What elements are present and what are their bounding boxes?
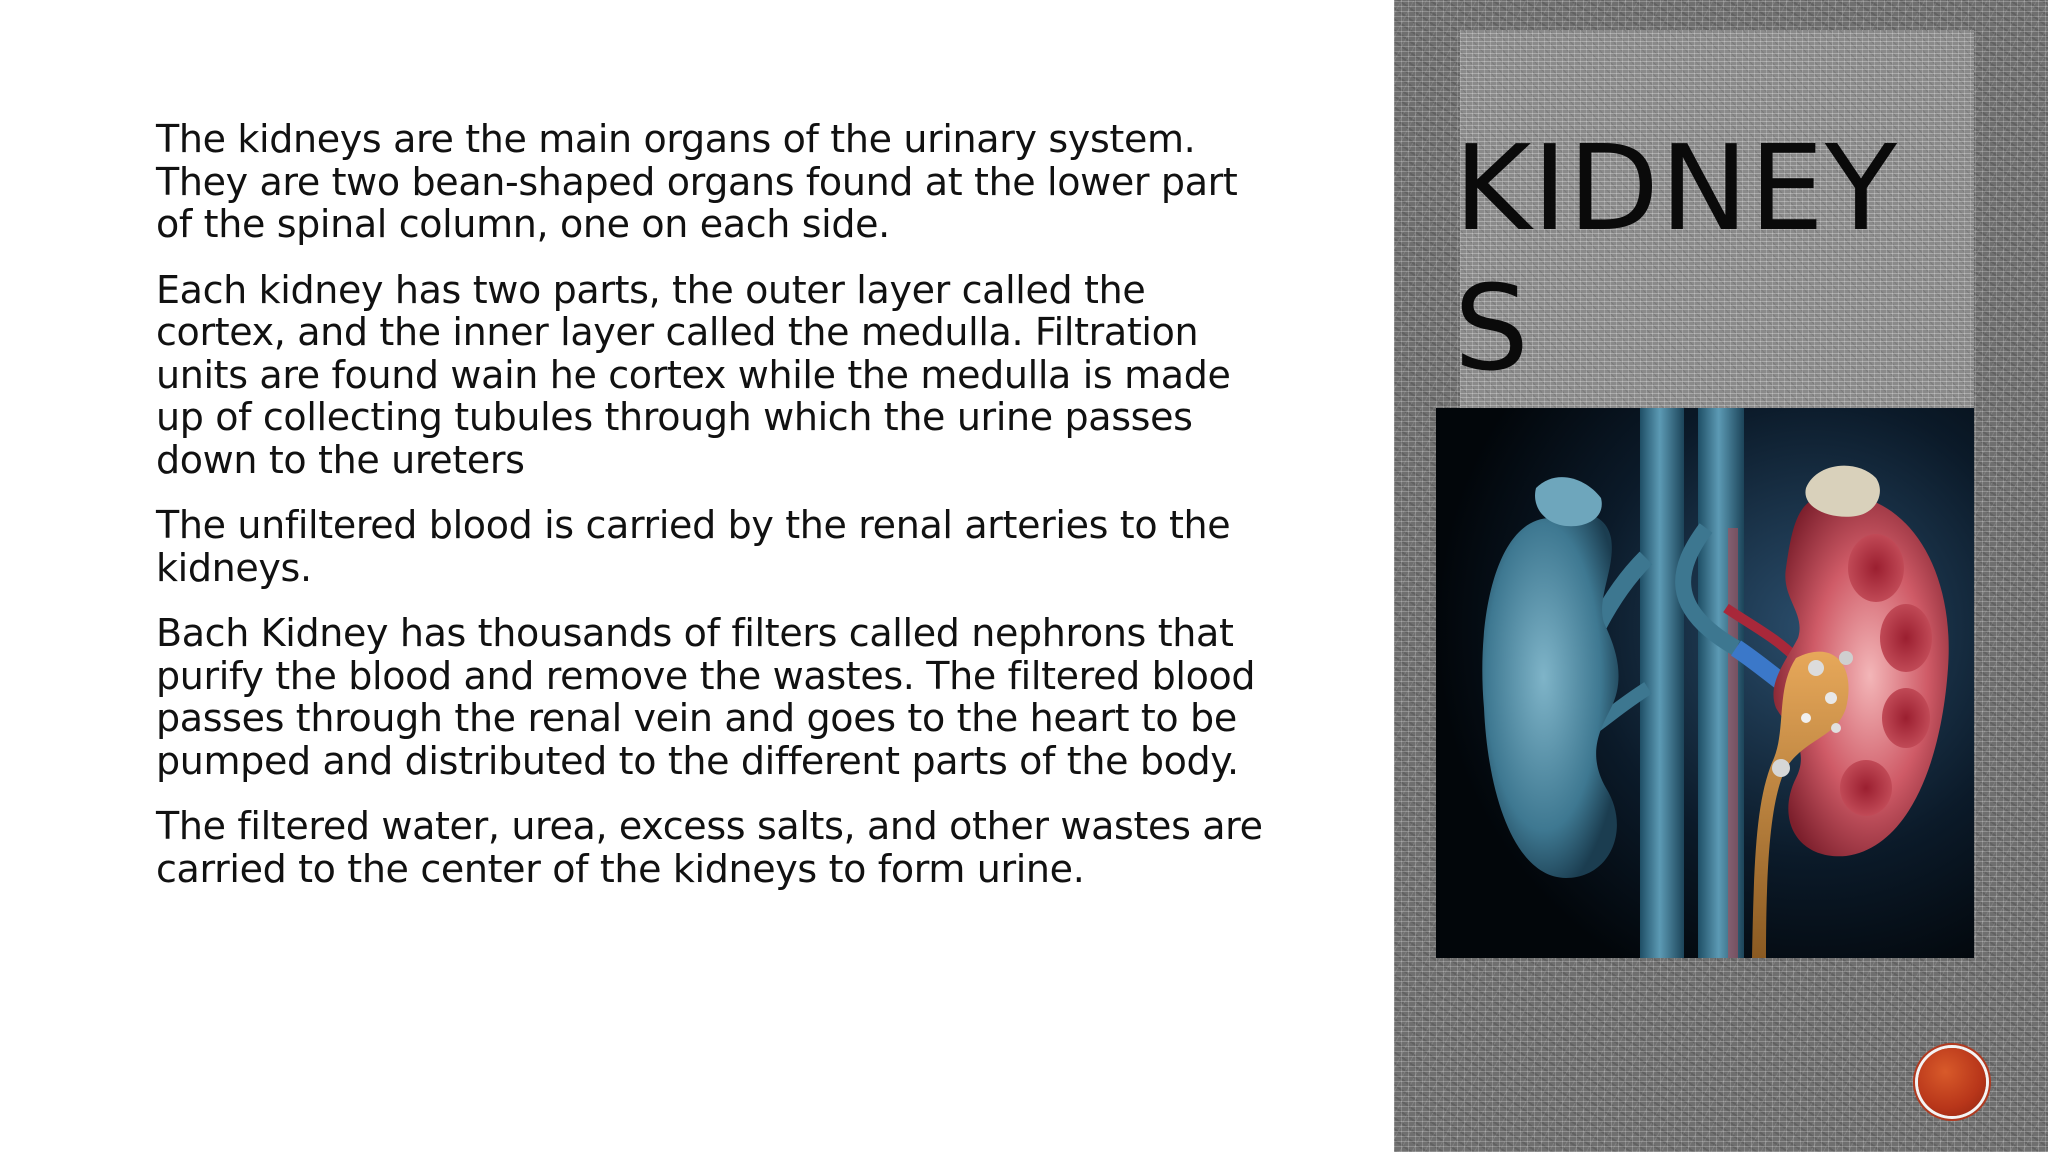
text-line: down to the ureters	[156, 437, 525, 482]
paragraph-2	[156, 269, 1296, 482]
title-line: KIDNEY	[1454, 119, 1898, 257]
text-line: Each kidney has two parts, the outer layer called the	[156, 267, 1146, 312]
text-line: They are two bean-shaped organs found at the lower part	[156, 159, 1238, 204]
text-line: purify the blood and remove the wastes. The filtered blood	[156, 653, 1256, 698]
kidney-illustration-svg	[1436, 408, 1974, 958]
paragraph-4	[156, 612, 1296, 782]
paragraph-5	[156, 805, 1296, 890]
text-line: The kidneys are the main organs of the urinary system.	[156, 117, 1196, 161]
next-slide-icon[interactable]	[1918, 1048, 1986, 1116]
text-line: units are found wain he cortex while the medulla is made	[156, 352, 1231, 397]
text-line: kidneys.	[156, 545, 312, 590]
text-line: up of collecting tubules through which the urine passes	[156, 395, 1193, 439]
slide-title	[1454, 118, 1934, 398]
text-line: of the spinal column, one on each side.	[156, 202, 890, 246]
text-line: Bach Kidney has thousands of filters called nephrons that	[156, 611, 1234, 655]
title-panel	[1394, 0, 2048, 1152]
paragraph-1	[156, 118, 1296, 246]
title-line: S	[1454, 259, 1530, 397]
text-line: pumped and distributed to the different parts of the body.	[156, 738, 1239, 783]
text-line: carried to the center of the kidneys to form urine.	[156, 846, 1085, 891]
body-text	[156, 118, 1296, 913]
text-line: passes through the renal vein and goes to the heart to be	[156, 696, 1237, 740]
text-line: The filtered water, urea, excess salts, and other wastes are	[156, 804, 1263, 848]
kidney-illustration	[1436, 408, 1974, 958]
text-line: The unfiltered blood is carried by the renal arteries to the	[156, 503, 1231, 547]
paragraph-3	[156, 504, 1296, 589]
text-line: cortex, and the inner layer called the medulla. Filtration	[156, 310, 1199, 354]
